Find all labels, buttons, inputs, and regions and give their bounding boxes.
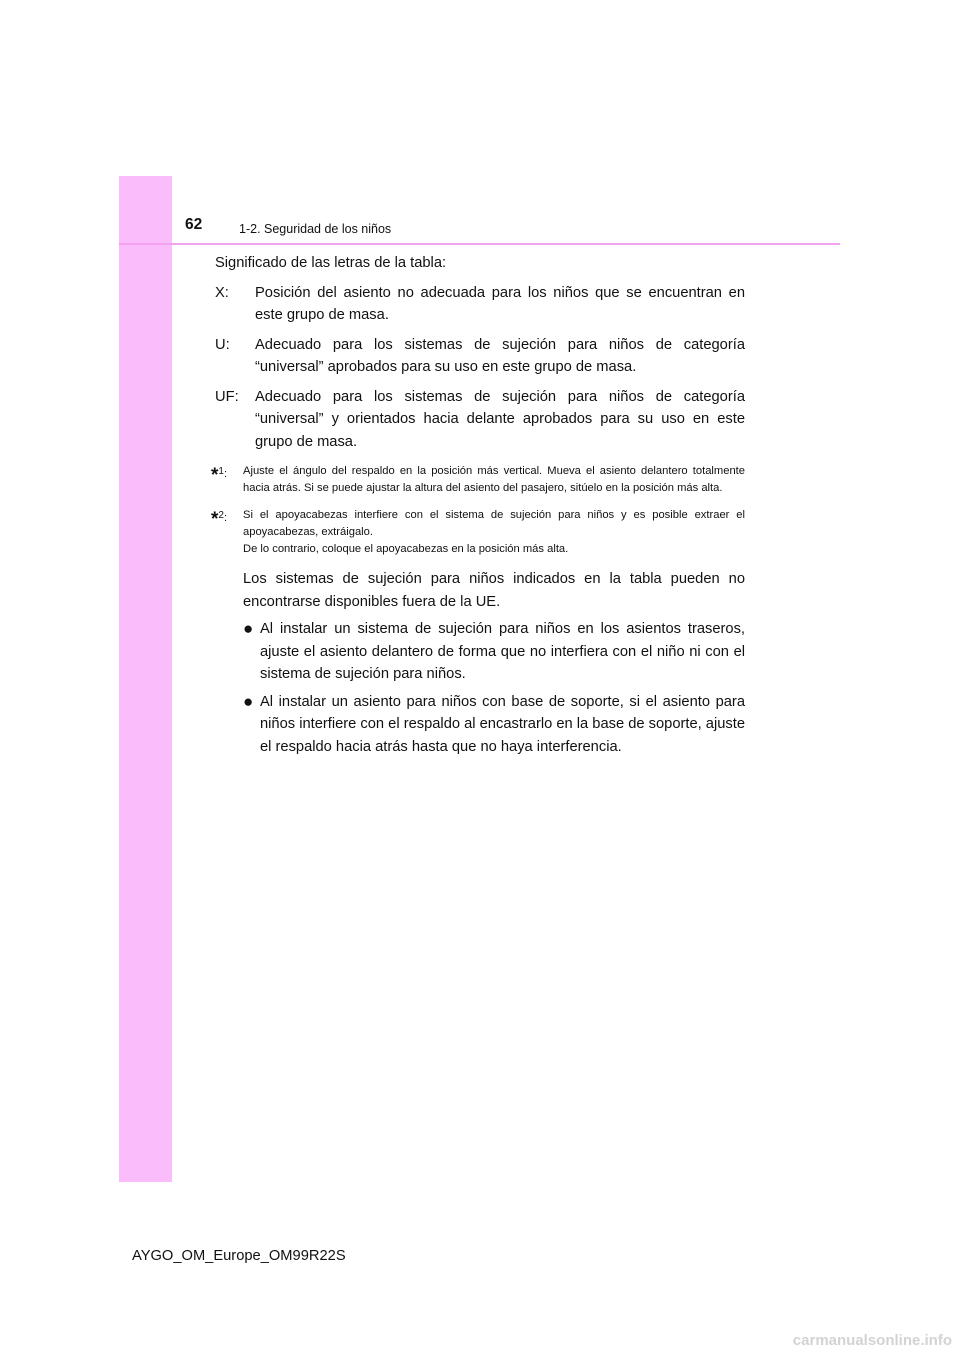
document-code: AYGO_OM_Europe_OM99R22S bbox=[132, 1248, 346, 1264]
page-number: 62 bbox=[185, 216, 203, 233]
definition-item bbox=[215, 334, 745, 379]
footnote-text: Ajuste el ángulo del respaldo en la posición más vertical. Mueva el asiento delantero totalmente hacia atrás. Si se puede ajustar la altura del asiento del pasajero, sitúelo en la posición más alta. bbox=[243, 465, 745, 494]
bullet-text: Al instalar un sistema de sujeción para niños en los asientos traseros, ajuste el asiento delantero de forma que no interfiera con el niño ni con el sistema de sujeción para niños. bbox=[260, 621, 745, 682]
table-legend-intro: Significado de las letras de la tabla: bbox=[215, 255, 447, 271]
availability-paragraph: Los sistemas de sujeción para niños indicados en la tabla pueden no encontrarse disponibles fuera de la UE. bbox=[243, 571, 745, 610]
footnote-marker: *1: bbox=[211, 465, 228, 486]
bullet-icon: ● bbox=[243, 619, 254, 638]
page-header bbox=[119, 214, 840, 250]
footnote-marker: *2: bbox=[211, 509, 228, 530]
footnote-text: Si el apoyacabezas interfiere con el sistema de sujeción para niños y es posible extraer el apoyacabezas, extráigalo. De lo contrario, coloque el apoyacabezas en la posición más alta. bbox=[243, 509, 745, 555]
definition-text: Adecuado para los sistemas de sujeción para niños de categoría “universal” aprobados para su uso en este grupo de masa. bbox=[255, 336, 745, 375]
bullet-text: Al instalar un asiento para niños con base de soporte, si el asiento para niños interfiere con el respaldo al encastrarlo en la base de soporte, ajuste el respaldo hacia atrás hasta que no haya interferencia. bbox=[260, 693, 745, 755]
page-side-tab bbox=[119, 176, 172, 1182]
footnote bbox=[211, 507, 745, 558]
definition-text: Posición del asiento no adecuada para los niños que se encuentran en este grupo de masa. bbox=[255, 284, 745, 323]
definition-key: UF: bbox=[215, 388, 239, 405]
bullet-icon: ● bbox=[243, 691, 254, 711]
definition-key: U: bbox=[215, 336, 230, 353]
page-content bbox=[211, 252, 745, 758]
bullet-item bbox=[243, 618, 745, 686]
definition-text: Adecuado para los sistemas de sujeción para niños de categoría “universal” y orientados hacia delante aprobados para su uso en este grupo de masa. bbox=[255, 388, 745, 450]
header-rule bbox=[119, 243, 840, 245]
definition-item bbox=[215, 282, 745, 327]
footnote bbox=[211, 463, 745, 497]
watermark: carmanualsonline.info bbox=[792, 1332, 952, 1349]
definition-key: X: bbox=[215, 284, 229, 301]
bullet-item bbox=[243, 691, 745, 759]
definition-item bbox=[215, 386, 745, 454]
section-title: 1-2. Seguridad de los niños bbox=[239, 222, 392, 236]
